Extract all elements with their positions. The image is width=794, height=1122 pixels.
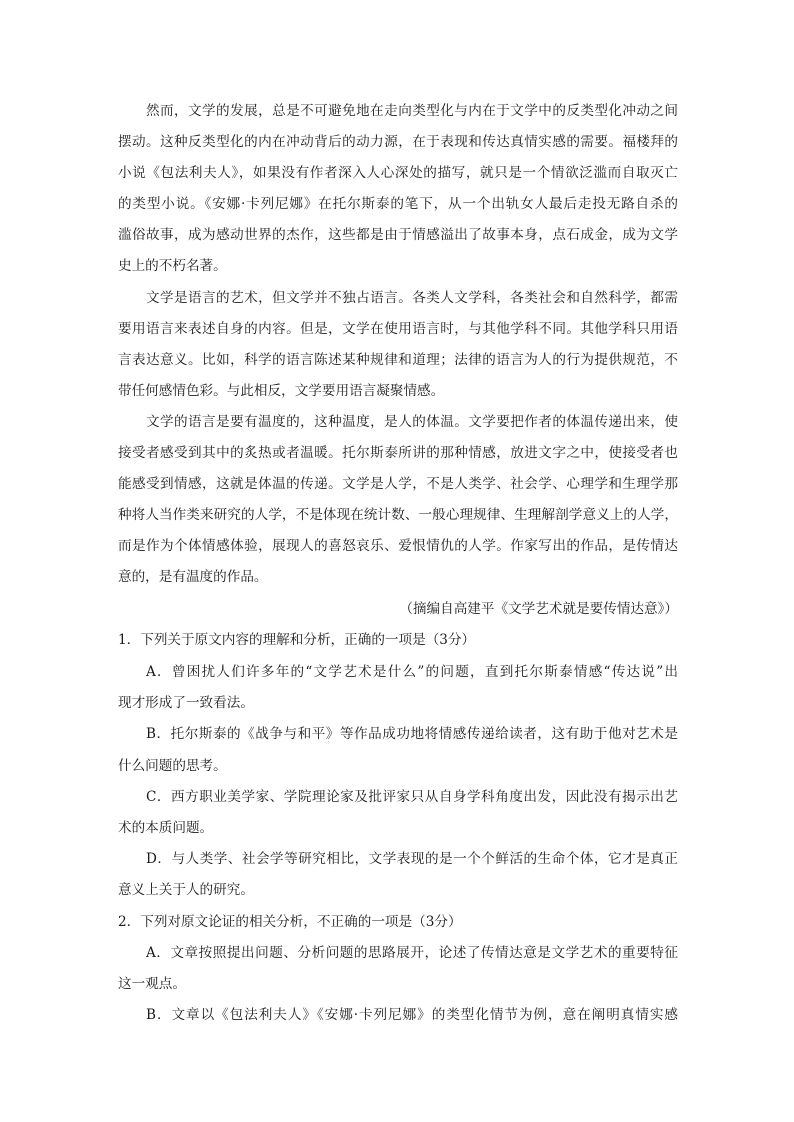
paragraph-line: 意的，是有温度的作品。 [118,569,268,585]
paragraph-line: 言表达意义。比如，科学的语言陈述某种规律和道理；法律的语言为人的行为提供规范，不 [118,352,678,368]
paragraph-line: 史上的不朽名著。 [118,258,227,274]
paragraph-line: 而是作为个体情感体验，展现人的喜怒哀乐、爱恨情仇的人学。作家写出的作品，是传情达 [118,538,678,554]
option-line: 术的本质问题。 [118,820,214,836]
option-line: B．托尔斯泰的《战争与和平》等作品成功地将情感传递给读者，这有助于他对艺术是 [146,726,678,742]
option-line: A．文章按照提出问题、分析问题的思路展开，论述了传情达意是文学艺术的重要特征 [146,945,678,961]
option-line: 什么问题的思考。 [118,758,227,774]
paragraph-line: 要用语言来表述自身的内容。但是，文学在使用语言时，与其他学科不同。其他学科只用语 [118,321,678,337]
source-attribution: （摘编自高建平《文学艺术就是要传情达意》） [399,601,678,617]
paragraph-line: 种将人当作类来研究的人学，不是体现在统计数、一般心理规律、生理解剖学意义上的人学， [118,507,678,523]
paragraph-line: 滥俗故事，成为感动世界的杰作，这些都是由于情感溢出了故事本身，点石成金，成为文学 [118,227,678,243]
paragraph-line: 的类型小说。《安娜·卡列尼娜》在托尔斯泰的笔下，从一个出轨女人最后走投无路自杀的 [118,196,678,212]
paragraph-line: 能感受到情感，这就是体温的传递。文学是人学，不是人类学、社会学、心理学和生理学那 [118,476,678,492]
question-stem: 1．下列关于原文内容的理解和分析，正确的一项是（3分） [118,632,476,648]
option-line: C．西方职业美学家、学院理论家及批评家只从自身学科角度出发，因此没有揭示出艺 [146,789,678,805]
paragraph-line: 文学的语言是要有温度的，这种温度，是人的体温。文学要把作者的体温传递出来，使 [146,414,678,430]
option-line: 这一观点。 [118,976,186,992]
paragraph-line: 小说《包法利夫人》，如果没有作者深入人心深处的描写，就只是一个情欲泛滥而自取灭亡 [118,165,678,181]
paragraph-line: 带任何感情色彩。与此相反，文学要用语言凝聚情感。 [118,383,445,399]
option-line: 现才形成了一致看法。 [118,695,254,711]
question-stem: 2．下列对原文论证的相关分析，不正确的一项是（3分） [118,914,462,930]
paragraph-line: 摆动。这种反类型化的内在冲动背后的动力源，在于表现和传达真情实感的需要。福楼拜的 [118,134,678,150]
paragraph-line: 然而，文学的发展，总是不可避免地在走向类型化与内在于文学中的反类型化冲动之间 [146,103,678,119]
paragraph-line: 接受者感受到其中的炙热或者温暖。托尔斯泰所讲的那种情感，放进文字之中，使接受者也 [118,445,678,461]
option-line: 意义上关于人的研究。 [118,882,254,898]
option-line: A．曾困扰人们许多年的“文学艺术是什么”的问题，直到托尔斯泰情感“传达说”出 [146,664,678,680]
paragraph-line: 文学是语言的艺术，但文学并不独占语言。各类人文学科，各类社会和自然科学，都需 [146,290,678,306]
option-line: D．与人类学、社会学等研究相比，文学表现的是一个个鲜活的生命个体，它才是真正 [146,851,678,867]
option-line: B．文章以《包法利夫人》《安娜·卡列尼娜》的类型化情节为例，意在阐明真情实感 [146,1007,678,1023]
